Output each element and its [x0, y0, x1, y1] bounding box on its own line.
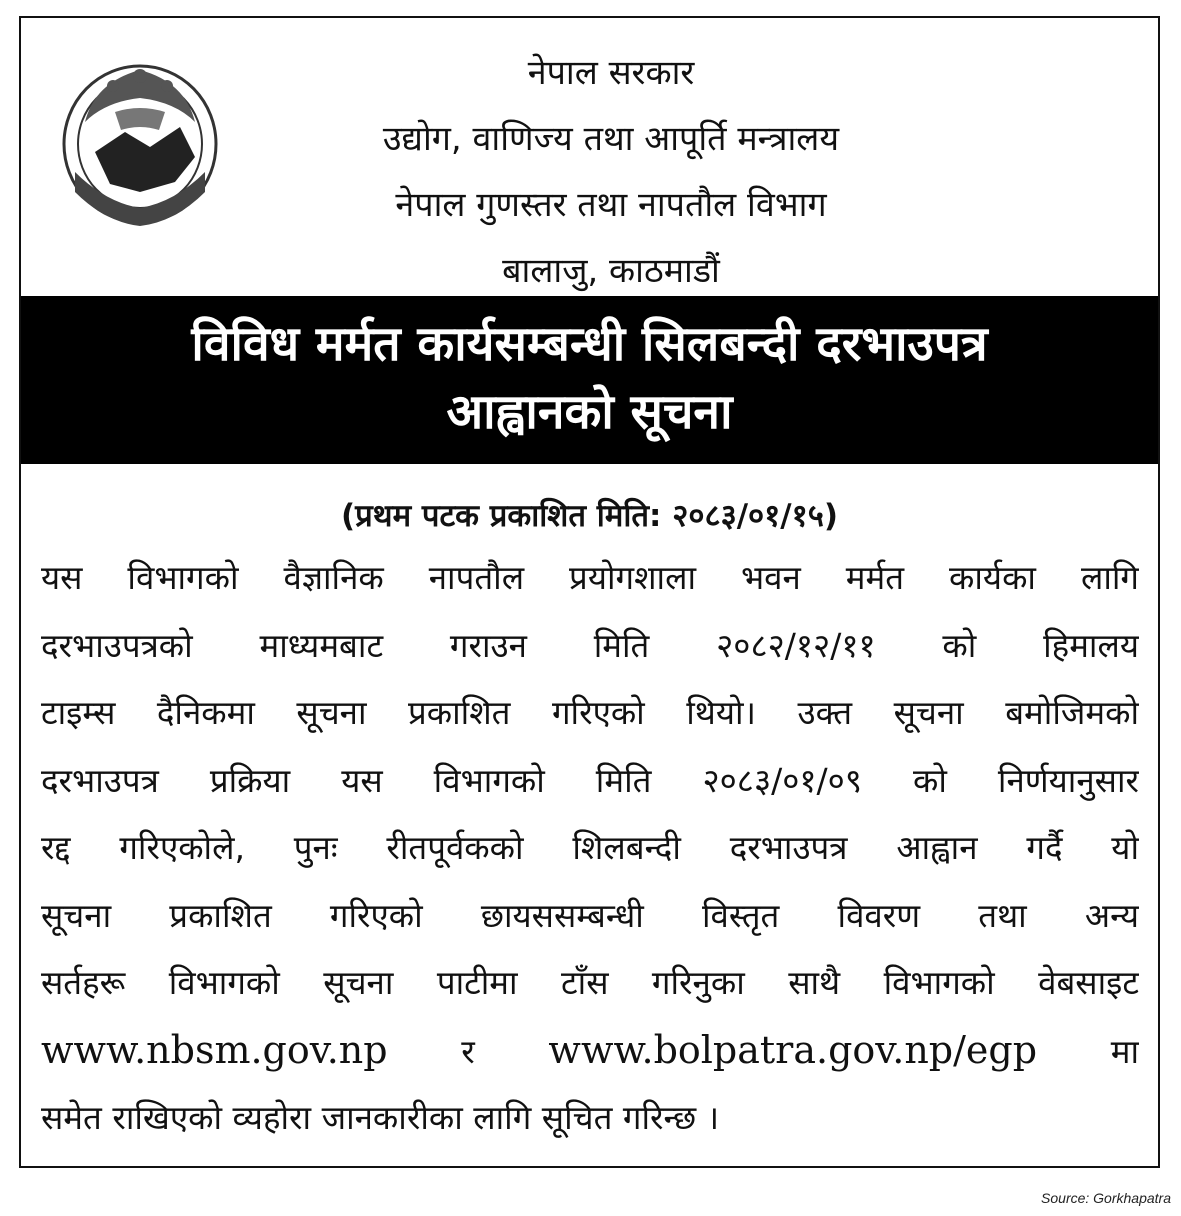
postposition-text: मा [1110, 1031, 1139, 1071]
body-line: सर्तहरू विभागको सूचना पाटीमा टाँस गरिनुका साथै विभागको वेबसाइट [41, 963, 1139, 1002]
notice-title-banner [21, 296, 1158, 464]
notice-title-line-2: आह्वानको सूचना [446, 384, 733, 440]
body-line: समेत राखिएको व्यहोरा जानकारीका लागि सूचित गरिन्छ । [41, 1098, 720, 1137]
body-line: सूचना प्रकाशित गरिएको छायससम्बन्धी विस्तृत विवरण तथा अन्य [41, 895, 1139, 935]
body-line: दरभाउपत्रको माध्यमबाट गराउन मिति २०८२/१२/११ को हिमालय [41, 625, 1139, 665]
office-header [221, 40, 1001, 304]
body-line: यस विभागको वैज्ञानिक नापतौल प्रयोगशाला भवन मर्मत कार्यका लागि [41, 558, 1139, 597]
header-line-address: बालाजु, काठमाडौं [502, 251, 720, 291]
publication-date: (प्रथम पटक प्रकाशित मिति: २०८३/०१/१५) [340, 498, 839, 534]
notice-title-line-1: विविध मर्मत कार्यसम्बन्धी सिलबन्दी दरभाउपत्र [191, 316, 988, 372]
notice-frame [19, 16, 1160, 1168]
body-line: रद्द गरिएकोले, पुनः रीतपूर्वकको शिलबन्दी दरभाउपत्र आह्वान गर्दै यो [41, 828, 1139, 867]
header-line-government: नेपाल सरकार [527, 53, 695, 93]
website-link-bolpatra[interactable]: www.bolpatra.gov.np/egp [548, 1027, 1038, 1072]
notice-body [41, 544, 1139, 1152]
body-line-urls [41, 1017, 1139, 1085]
body-line: दरभाउपत्र प्रक्रिया यस विभागको मिति २०८३/०१/०९ को निर्णयानुसार [41, 760, 1139, 800]
body-line: टाइम्स दैनिकमा सूचना प्रकाशित गरिएको थियो। उक्त सूचना बमोजिमको [41, 693, 1139, 732]
website-link-nbsm[interactable]: www.nbsm.gov.np [41, 1027, 388, 1072]
nepal-emblem-icon [55, 52, 225, 232]
header-line-department: नेपाल गुणस्तर तथा नापतौल विभाग [395, 185, 827, 225]
conjunction-text: र [461, 1031, 475, 1071]
header-line-ministry: उद्योग, वाणिज्य तथा आपूर्ति मन्त्रालय [382, 119, 840, 159]
source-credit: Source: Gorkhapatra [1041, 1190, 1171, 1206]
